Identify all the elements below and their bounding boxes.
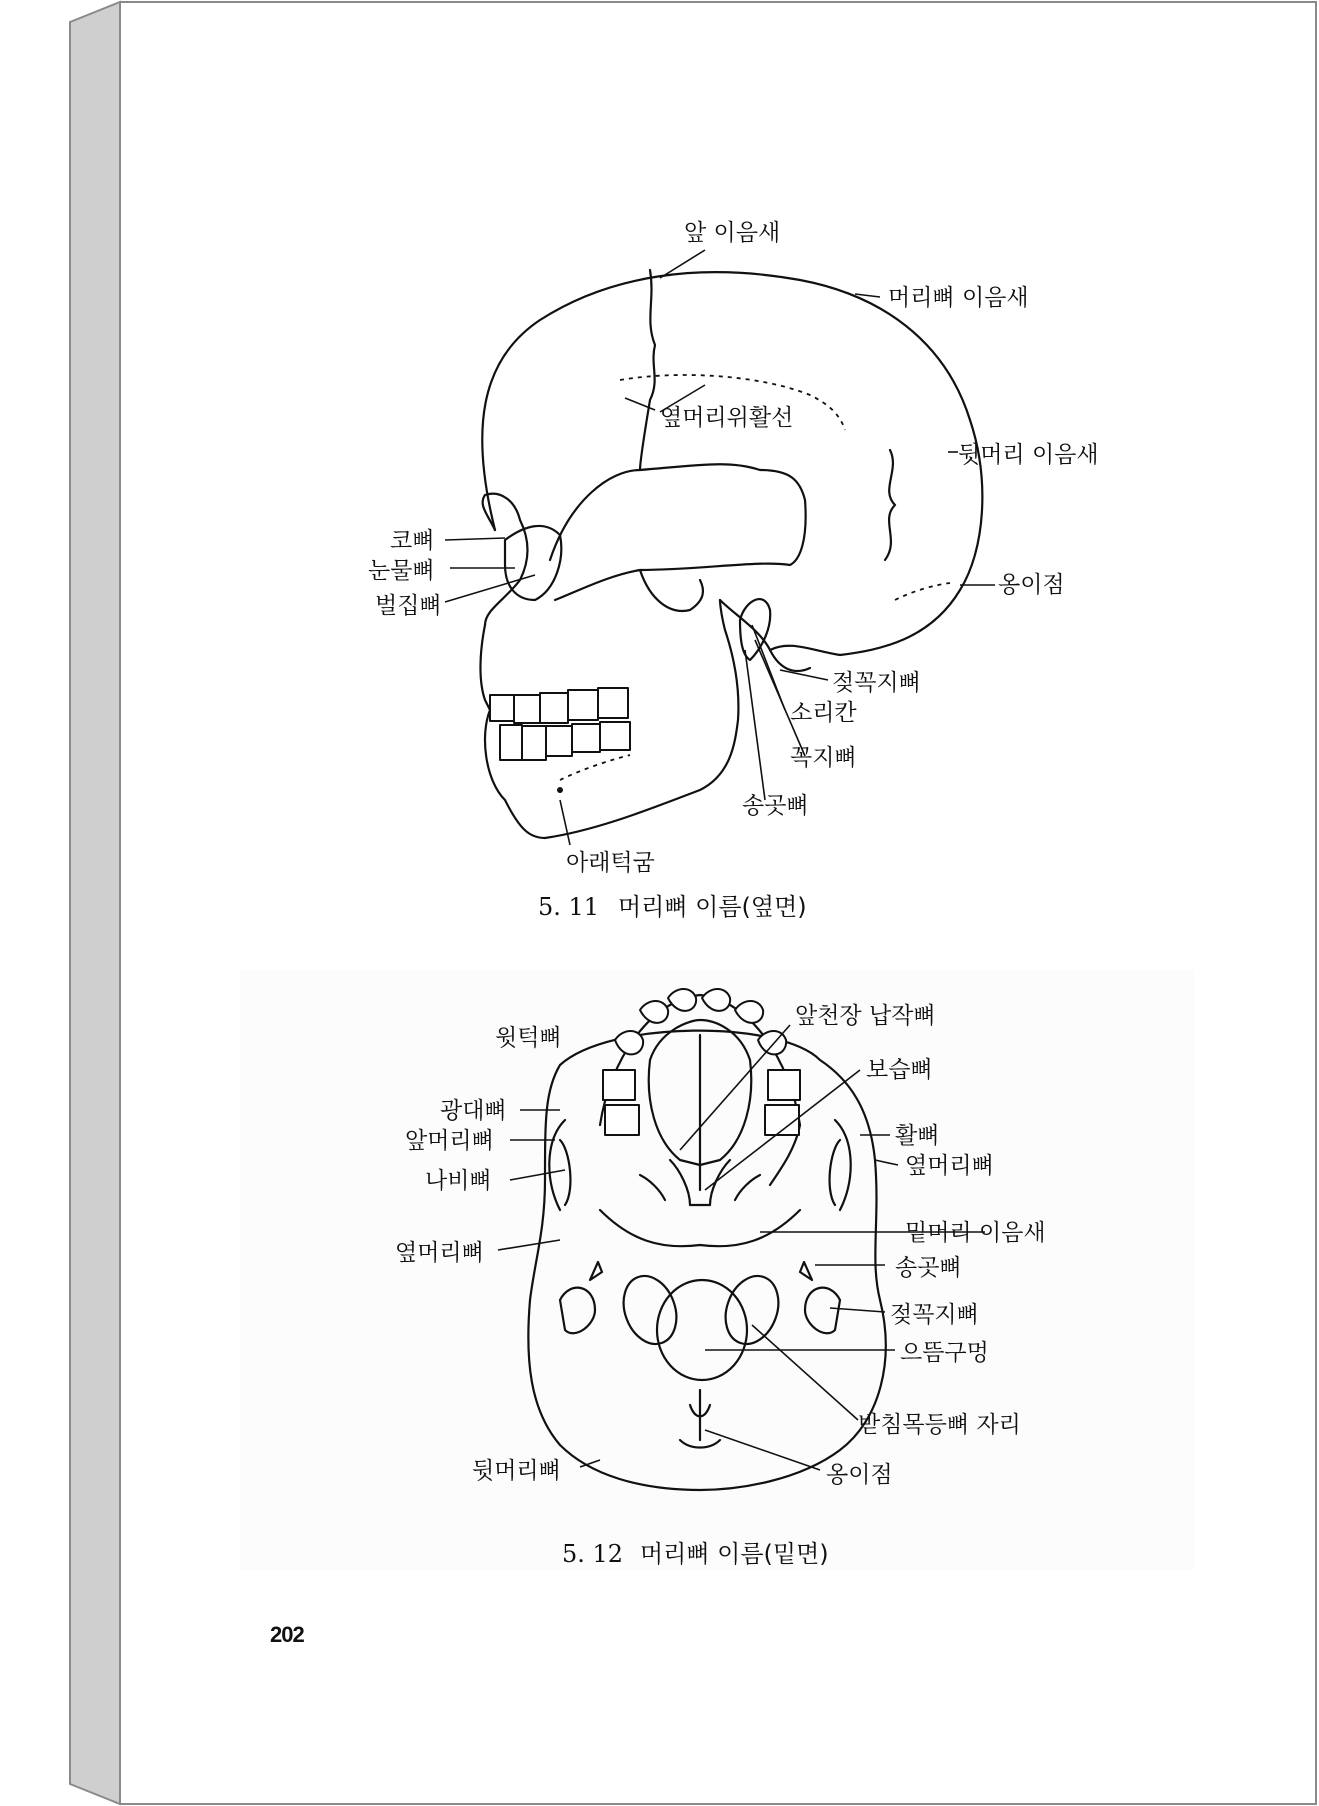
label-auditory-meatus: 소리칸	[790, 700, 857, 726]
label-vomer: 보습뼈	[866, 1057, 933, 1083]
figure-12-number: 5. 12	[562, 1540, 624, 1568]
label-sphenoid: 나비뼈	[425, 1168, 492, 1194]
page-number: 202	[270, 1622, 304, 1647]
label-temporal-left: 옆머리뼈	[395, 1240, 484, 1266]
label-temporal-right: 옆머리뼈	[905, 1153, 994, 1179]
label-styloid-mastoid: 꼭지뼈	[790, 745, 857, 771]
label-inion: 옹이점	[998, 572, 1065, 598]
label-zygomatic: 광대뼈	[440, 1098, 507, 1124]
label-occipital: 뒷머리뼈	[472, 1458, 561, 1484]
label-inion-inferior: 옹이점	[826, 1462, 893, 1488]
label-foramen-magnum: 으뜸구멍	[900, 1340, 989, 1366]
label-arch: 활뼈	[895, 1123, 940, 1149]
label-styloid-inferior: 송곳뼈	[895, 1255, 962, 1281]
figure-bottom-panel	[240, 970, 1195, 1570]
label-lambdoid-suture: 뒷머리 이음새	[958, 442, 1099, 468]
label-coronal-suture: 앞 이음새	[684, 220, 781, 246]
label-mastoid-inferior: 젖꼭지뼈	[890, 1302, 979, 1328]
label-nasal: 코뼈	[390, 528, 435, 554]
label-sagittal-suture: 머리뼈 이음새	[888, 285, 1029, 311]
label-palatine: 앞천장 납작뼈	[795, 1003, 936, 1029]
label-lacrimal: 눈물뼈	[368, 558, 435, 584]
label-styloid: 송곳뼈	[742, 793, 809, 819]
label-ethmoid: 벌집뼈	[375, 593, 442, 619]
label-condyle: 받침목등뼈 자리	[858, 1412, 1021, 1438]
figure-12-caption: 머리뼈 이름(밑면)	[640, 1540, 829, 1568]
figure-11-number: 5. 11	[538, 893, 600, 921]
label-temporal-line: 옆머리위활선	[660, 405, 794, 431]
book-spine	[70, 2, 120, 1804]
figure-11-caption: 머리뼈 이름(옆면)	[618, 893, 807, 921]
label-frontal: 앞머리뼈	[405, 1128, 494, 1154]
label-maxilla: 윗턱뼈	[495, 1025, 562, 1051]
label-basal-suture: 밑머리 이음새	[905, 1220, 1046, 1246]
label-mastoid: 젖꼭지뼈	[832, 670, 921, 696]
label-mental: 아래턱굼	[566, 850, 655, 876]
